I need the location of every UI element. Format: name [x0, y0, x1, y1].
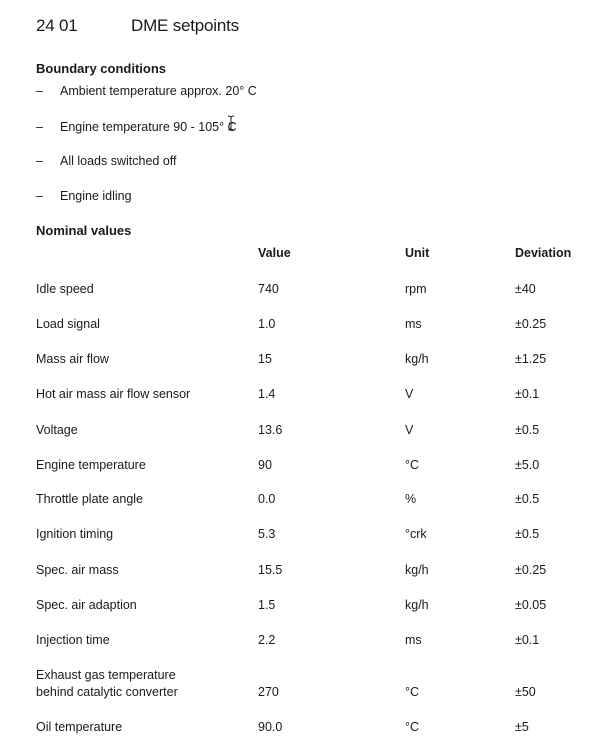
row-value: 270: [258, 685, 279, 699]
boundary-conditions-heading: Boundary conditions: [36, 61, 166, 76]
row-unit: rpm: [405, 282, 427, 296]
row-deviation: ±0.5: [515, 423, 540, 437]
row-deviation: ±0.25: [515, 563, 547, 577]
list-item: [36, 189, 132, 203]
row-value: 15.5: [258, 563, 283, 577]
row-deviation: ±0.5: [515, 492, 540, 506]
list-item-text: Engine temperature 90 - 105° C: [60, 120, 237, 134]
list-dash: –: [36, 189, 43, 203]
list-item-text: All loads switched off: [60, 154, 177, 168]
list-dash: –: [36, 154, 43, 168]
row-value: 1.5: [258, 598, 276, 612]
list-item: [36, 120, 237, 134]
row-value: 90.0: [258, 720, 283, 734]
row-name: Exhaust gas temperature: [36, 668, 176, 682]
row-unit: ms: [405, 633, 422, 647]
row-name: Injection time: [36, 633, 110, 647]
row-unit: °C: [405, 458, 420, 472]
row-unit: kg/h: [405, 563, 429, 577]
row-unit: °crk: [405, 527, 427, 541]
column-header-value: Value: [258, 246, 291, 260]
row-deviation: ±5.0: [515, 458, 540, 472]
page-title: DME setpoints: [131, 16, 239, 35]
row-value: 0.0: [258, 492, 276, 506]
list-item: [36, 154, 177, 168]
row-unit: ms: [405, 317, 422, 331]
row-name: Oil temperature: [36, 720, 123, 734]
row-value: 13.6: [258, 423, 283, 437]
row-value: 740: [258, 282, 279, 296]
row-deviation: ±0.1: [515, 633, 540, 647]
row-name: Load signal: [36, 317, 100, 331]
list-item-text: Ambient temperature approx. 20° C: [60, 84, 257, 98]
list-item-text: Engine idling: [60, 189, 132, 203]
row-deviation: ±0.05: [515, 598, 547, 612]
row-unit: °C: [405, 720, 420, 734]
row-value: 2.2: [258, 633, 276, 647]
row-name: Throttle plate angle: [36, 492, 144, 506]
row-unit: kg/h: [405, 598, 429, 612]
row-name: Engine temperature: [36, 458, 146, 472]
row-deviation: ±5: [515, 720, 529, 734]
row-deviation: ±1.25: [515, 352, 547, 366]
row-unit: V: [405, 423, 414, 437]
row-unit: °C: [405, 685, 420, 699]
row-name: Mass air flow: [36, 352, 109, 366]
column-header-unit: Unit: [405, 246, 430, 260]
row-value: 1.4: [258, 387, 276, 401]
row-name: Spec. air adaption: [36, 598, 137, 612]
column-header-deviation: Deviation: [515, 246, 572, 260]
row-value: 90: [258, 458, 272, 472]
nominal-values-heading: Nominal values: [36, 223, 132, 238]
row-deviation: ±0.1: [515, 387, 540, 401]
row-name: Ignition timing: [36, 527, 114, 541]
document-header: [36, 16, 239, 36]
row-value: 5.3: [258, 527, 276, 541]
row-deviation: ±0.5: [515, 527, 540, 541]
row-deviation: ±50: [515, 685, 536, 699]
row-unit: V: [405, 387, 414, 401]
row-deviation: ±40: [515, 282, 536, 296]
section-number: 24 01: [36, 16, 78, 35]
row-name: Idle speed: [36, 282, 94, 296]
row-name-continued: behind catalytic converter: [36, 685, 178, 699]
list-dash: –: [36, 84, 43, 98]
list-item: [36, 84, 257, 98]
row-name: Hot air mass air flow sensor: [36, 387, 191, 401]
row-value: 1.0: [258, 317, 276, 331]
row-value: 15: [258, 352, 272, 366]
row-unit: kg/h: [405, 352, 429, 366]
text-cursor-icon: [227, 115, 235, 131]
row-name: Spec. air mass: [36, 563, 119, 577]
row-unit: %: [405, 492, 417, 506]
row-name: Voltage: [36, 423, 78, 437]
row-deviation: ±0.25: [515, 317, 547, 331]
list-dash: –: [36, 120, 43, 134]
